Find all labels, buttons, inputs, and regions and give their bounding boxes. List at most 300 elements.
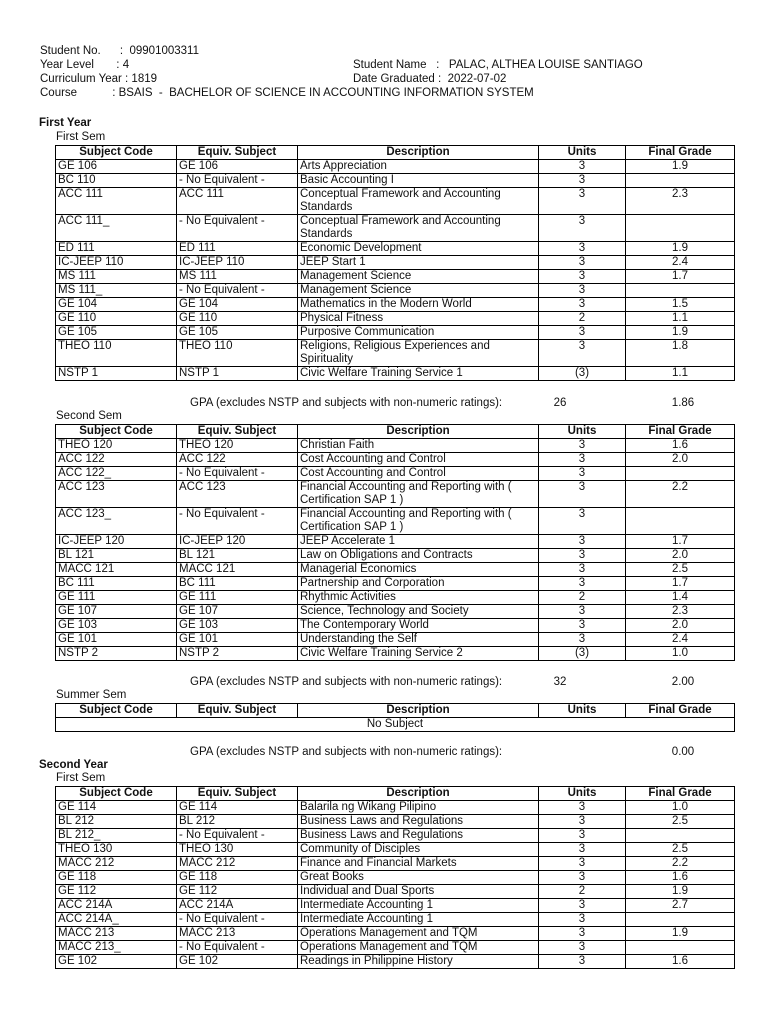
final-grade-cell: 2.5 (626, 563, 735, 577)
final-grade-cell: 2.7 (626, 899, 735, 913)
final-grade-cell: 2.0 (626, 619, 735, 633)
final-grade-cell: 1.1 (626, 367, 735, 381)
equiv-subject-cell: GE 106 (177, 160, 298, 174)
table-row (56, 549, 735, 563)
subject-code-cell: GE 114 (56, 801, 177, 815)
table-row (56, 367, 735, 381)
table-row (56, 633, 735, 647)
final-grade-cell (626, 174, 735, 188)
description-cell: Civic Welfare Training Service 1 (298, 367, 539, 381)
final-grade-cell: 1.8 (626, 340, 735, 367)
table-header-row (56, 146, 735, 160)
date-graduated-label: Date Graduated (353, 73, 435, 85)
description-cell: Management Science (298, 284, 539, 298)
equiv-subject-cell: GE 102 (177, 955, 298, 969)
table-header-row (56, 704, 735, 718)
description-cell: Science, Technology and Society (298, 605, 539, 619)
description-cell: Business Laws and Regulations (298, 815, 539, 829)
gpa-line-y1-s2 (190, 676, 730, 690)
table-row (56, 326, 735, 340)
description-cell: Cost Accounting and Control (298, 467, 539, 481)
units-cell: 2 (539, 885, 626, 899)
units-cell: 3 (539, 270, 626, 284)
units-cell: 3 (539, 439, 626, 453)
subject-code-cell: MACC 121 (56, 563, 177, 577)
subject-code-cell: BL 212_ (56, 829, 177, 843)
units-cell: 3 (539, 801, 626, 815)
units-cell: 3 (539, 174, 626, 188)
grades-table-y1-s2 (55, 424, 735, 661)
description-cell: Arts Appreciation (298, 160, 539, 174)
table-row (56, 927, 735, 941)
units-cell: 3 (539, 467, 626, 481)
equiv-subject-cell: - No Equivalent - (177, 829, 298, 843)
grades-table-y1-s1 (55, 145, 735, 381)
subject-code-cell: ACC 111_ (56, 215, 177, 242)
equiv-subject-cell: GE 103 (177, 619, 298, 633)
subject-code-cell: ACC 214A_ (56, 913, 177, 927)
equiv-subject-cell: GE 118 (177, 871, 298, 885)
description-cell: Civic Welfare Training Service 2 (298, 647, 539, 661)
table-row (56, 941, 735, 955)
equiv-subject-cell: MACC 121 (177, 563, 298, 577)
col-equiv-subject: Equiv. Subject (177, 146, 298, 160)
table-row (56, 577, 735, 591)
subject-code-cell: BL 121 (56, 549, 177, 563)
units-cell: 3 (539, 508, 626, 535)
final-grade-cell (626, 508, 735, 535)
units-cell: (3) (539, 367, 626, 381)
equiv-subject-cell: THEO 120 (177, 439, 298, 453)
sem-title-y1-s1: First Sem (56, 131, 106, 143)
description-cell: Law on Obligations and Contracts (298, 549, 539, 563)
curriculum-value: 1819 (131, 73, 158, 85)
description-cell: Operations Management and TQM (298, 927, 539, 941)
col-description: Description (298, 425, 539, 439)
gpa-label: GPA (excludes NSTP and subjects with non-numeric ratings): (190, 746, 503, 758)
subject-code-cell: IC-JEEP 120 (56, 535, 177, 549)
units-cell: (3) (539, 647, 626, 661)
table-row (56, 298, 735, 312)
col-units: Units (539, 425, 626, 439)
col-final-grade: Final Grade (626, 146, 735, 160)
course-value: BSAIS - BACHELOR OF SCIENCE IN ACCOUNTING INFORMATION SYSTEM (118, 87, 534, 99)
student-no-value: 09901003311 (129, 45, 199, 57)
date-graduated-value: 2022-07-02 (447, 73, 507, 85)
description-cell: Christian Faith (298, 439, 539, 453)
final-grade-cell: 1.7 (626, 535, 735, 549)
subject-code-cell: GE 110 (56, 312, 177, 326)
curriculum-label: Curriculum Year (40, 73, 122, 85)
subject-code-cell: GE 102 (56, 955, 177, 969)
gpa-grade: 0.00 (671, 746, 695, 758)
col-subject-code: Subject Code (56, 704, 177, 718)
col-final-grade: Final Grade (626, 704, 735, 718)
subject-code-cell: ACC 122_ (56, 467, 177, 481)
final-grade-cell (626, 941, 735, 955)
description-cell: Readings in Philippine History (298, 955, 539, 969)
table-row (56, 215, 735, 242)
subject-code-cell: BL 212 (56, 815, 177, 829)
equiv-subject-cell: ACC 123 (177, 481, 298, 508)
table-row (56, 535, 735, 549)
units-cell: 3 (539, 955, 626, 969)
subject-code-cell: MACC 212 (56, 857, 177, 871)
equiv-subject-cell: NSTP 2 (177, 647, 298, 661)
equiv-subject-cell: ACC 214A (177, 899, 298, 913)
table-row (56, 508, 735, 535)
equiv-subject-cell: THEO 130 (177, 843, 298, 857)
equiv-subject-cell: GE 107 (177, 605, 298, 619)
units-cell: 3 (539, 326, 626, 340)
units-cell: 3 (539, 535, 626, 549)
subject-code-cell: ACC 214A (56, 899, 177, 913)
table-row (56, 481, 735, 508)
units-cell: 2 (539, 312, 626, 326)
subject-code-cell: GE 112 (56, 885, 177, 899)
subject-code-cell: BC 111 (56, 577, 177, 591)
description-cell: Conceptual Framework and Accounting Standards (298, 215, 539, 242)
gpa-grade: 2.00 (671, 676, 695, 688)
final-grade-cell: 1.6 (626, 955, 735, 969)
units-cell: 3 (539, 843, 626, 857)
final-grade-cell: 1.4 (626, 591, 735, 605)
final-grade-cell: 2.3 (626, 605, 735, 619)
gpa-units: 26 (553, 397, 567, 409)
final-grade-cell: 1.9 (626, 160, 735, 174)
student-header (40, 30, 740, 99)
subject-code-cell: GE 103 (56, 619, 177, 633)
equiv-subject-cell: GE 104 (177, 298, 298, 312)
description-cell: Purposive Communication (298, 326, 539, 340)
subject-code-cell: THEO 130 (56, 843, 177, 857)
final-grade-cell (626, 829, 735, 843)
final-grade-cell: 2.5 (626, 843, 735, 857)
gpa-label: GPA (excludes NSTP and subjects with non-numeric ratings): (190, 676, 503, 688)
student-no-label: Student No. (40, 45, 101, 57)
description-cell: Intermediate Accounting 1 (298, 899, 539, 913)
description-cell: Partnership and Corporation (298, 577, 539, 591)
table-row (56, 284, 735, 298)
col-subject-code: Subject Code (56, 787, 177, 801)
equiv-subject-cell: - No Equivalent - (177, 215, 298, 242)
description-cell: Basic Accounting I (298, 174, 539, 188)
col-final-grade: Final Grade (626, 787, 735, 801)
table-row (56, 857, 735, 871)
subject-code-cell: GE 118 (56, 871, 177, 885)
table-row (56, 563, 735, 577)
grades-table-y2-s1 (55, 786, 735, 969)
final-grade-cell: 1.9 (626, 885, 735, 899)
final-grade-cell: 2.2 (626, 857, 735, 871)
sem-title-y1-s2: Second Sem (56, 410, 122, 422)
table-header-row (56, 787, 735, 801)
units-cell: 3 (539, 284, 626, 298)
year-level: Year Level : 4 (40, 59, 130, 71)
units-cell: 3 (539, 577, 626, 591)
subject-code-cell: MS 111 (56, 270, 177, 284)
description-cell: Finance and Financial Markets (298, 857, 539, 871)
final-grade-cell: 2.4 (626, 256, 735, 270)
description-cell: Financial Accounting and Reporting with ( Certification SAP 1 ) (298, 481, 539, 508)
equiv-subject-cell: ED 111 (177, 242, 298, 256)
col-units: Units (539, 146, 626, 160)
subject-code-cell: GE 104 (56, 298, 177, 312)
units-cell: 3 (539, 453, 626, 467)
subject-code-cell: NSTP 1 (56, 367, 177, 381)
description-cell: Mathematics in the Modern World (298, 298, 539, 312)
equiv-subject-cell: - No Equivalent - (177, 508, 298, 535)
subject-code-cell: GE 101 (56, 633, 177, 647)
equiv-subject-cell: MACC 212 (177, 857, 298, 871)
table-row (56, 913, 735, 927)
subject-code-cell: MACC 213 (56, 927, 177, 941)
equiv-subject-cell: GE 111 (177, 591, 298, 605)
sem-title-y2-s1: First Sem (56, 772, 106, 784)
equiv-subject-cell: BL 212 (177, 815, 298, 829)
table-row (56, 801, 735, 815)
subject-code-cell: NSTP 2 (56, 647, 177, 661)
final-grade-cell: 2.3 (626, 188, 735, 215)
gpa-line-y1-summer (190, 746, 730, 760)
final-grade-cell: 1.0 (626, 647, 735, 661)
col-description: Description (298, 146, 539, 160)
units-cell: 3 (539, 913, 626, 927)
col-description: Description (298, 704, 539, 718)
col-description: Description (298, 787, 539, 801)
course: Course : BSAIS - BACHELOR OF SCIENCE IN ACCOUNTING INFORMATION SYSTEM (40, 87, 534, 99)
description-cell: Financial Accounting and Reporting with ( Certification SAP 1 ) (298, 508, 539, 535)
subject-code-cell: ACC 123 (56, 481, 177, 508)
final-grade-cell: 2.0 (626, 453, 735, 467)
final-grade-cell: 1.5 (626, 298, 735, 312)
equiv-subject-cell: BC 111 (177, 577, 298, 591)
curriculum-year: Curriculum Year : 1819 (40, 73, 158, 85)
table-row (56, 899, 735, 913)
equiv-subject-cell: NSTP 1 (177, 367, 298, 381)
table-row (56, 955, 735, 969)
year-level-value: 4 (122, 59, 130, 71)
description-cell: Rhythmic Activities (298, 591, 539, 605)
subject-code-cell: MACC 213_ (56, 941, 177, 955)
final-grade-cell (626, 467, 735, 481)
description-cell: Balarila ng Wikang Pilipino (298, 801, 539, 815)
equiv-subject-cell: - No Equivalent - (177, 174, 298, 188)
equiv-subject-cell: - No Equivalent - (177, 941, 298, 955)
no-subject-cell: No Subject (56, 718, 735, 732)
units-cell: 3 (539, 340, 626, 367)
subject-code-cell: ACC 123_ (56, 508, 177, 535)
table-row (56, 188, 735, 215)
student-no: Student No. : 09901003311 (40, 45, 199, 57)
final-grade-cell (626, 215, 735, 242)
description-cell: Community of Disciples (298, 843, 539, 857)
table-row (56, 439, 735, 453)
description-cell: Cost Accounting and Control (298, 453, 539, 467)
year-level-label: Year Level (40, 59, 94, 71)
units-cell: 3 (539, 481, 626, 508)
header-row-4 (40, 72, 740, 99)
table-row (56, 885, 735, 899)
description-cell: JEEP Accelerate 1 (298, 535, 539, 549)
col-units: Units (539, 787, 626, 801)
date-graduated: Date Graduated : 2022-07-02 (353, 73, 507, 85)
grades-table-y1-summer (55, 703, 735, 732)
final-grade-cell: 1.9 (626, 927, 735, 941)
table-row (56, 312, 735, 326)
student-name-label: Student Name (353, 59, 427, 71)
col-units: Units (539, 704, 626, 718)
units-cell: 3 (539, 927, 626, 941)
subject-code-cell: GE 111 (56, 591, 177, 605)
units-cell: 3 (539, 815, 626, 829)
equiv-subject-cell: ACC 122 (177, 453, 298, 467)
subject-code-cell: MS 111_ (56, 284, 177, 298)
final-grade-cell: 2.2 (626, 481, 735, 508)
final-grade-cell: 2.0 (626, 549, 735, 563)
table-row (56, 647, 735, 661)
col-subject-code: Subject Code (56, 146, 177, 160)
year-title-first: First Year (39, 117, 92, 129)
table-row (56, 242, 735, 256)
equiv-subject-cell: GE 114 (177, 801, 298, 815)
units-cell: 3 (539, 941, 626, 955)
table-row (56, 270, 735, 284)
student-name: Student Name : PALAC, ALTHEA LOUISE SANTIAGO (353, 59, 643, 71)
units-cell: 3 (539, 871, 626, 885)
subject-code-cell: GE 105 (56, 326, 177, 340)
equiv-subject-cell: IC-JEEP 110 (177, 256, 298, 270)
table-row (56, 467, 735, 481)
table-row (56, 815, 735, 829)
year-title-second: Second Year (39, 759, 108, 771)
description-cell: Management Science (298, 270, 539, 284)
equiv-subject-cell: GE 110 (177, 312, 298, 326)
col-equiv-subject: Equiv. Subject (177, 787, 298, 801)
units-cell: 3 (539, 188, 626, 215)
description-cell: Managerial Economics (298, 563, 539, 577)
table-row (56, 591, 735, 605)
description-cell: Religions, Religious Experiences and Spirituality (298, 340, 539, 367)
description-cell: Conceptual Framework and Accounting Standards (298, 188, 539, 215)
table-row (56, 619, 735, 633)
equiv-subject-cell: MACC 213 (177, 927, 298, 941)
col-equiv-subject: Equiv. Subject (177, 704, 298, 718)
table-row (56, 174, 735, 188)
units-cell: 3 (539, 857, 626, 871)
final-grade-cell (626, 913, 735, 927)
description-cell: The Contemporary World (298, 619, 539, 633)
subject-code-cell: ACC 122 (56, 453, 177, 467)
final-grade-cell: 1.7 (626, 577, 735, 591)
subject-code-cell: THEO 120 (56, 439, 177, 453)
table-row (56, 605, 735, 619)
final-grade-cell: 1.0 (626, 801, 735, 815)
final-grade-cell: 2.4 (626, 633, 735, 647)
final-grade-cell: 1.9 (626, 326, 735, 340)
gpa-label: GPA (excludes NSTP and subjects with non-numeric ratings): (190, 397, 503, 409)
equiv-subject-cell: GE 105 (177, 326, 298, 340)
description-cell: Understanding the Self (298, 633, 539, 647)
table-row (56, 340, 735, 367)
table-row (56, 453, 735, 467)
units-cell: 3 (539, 899, 626, 913)
col-final-grade: Final Grade (626, 425, 735, 439)
subject-code-cell: BC 110 (56, 174, 177, 188)
units-cell: 3 (539, 605, 626, 619)
equiv-subject-cell: BL 121 (177, 549, 298, 563)
description-cell: Physical Fitness (298, 312, 539, 326)
description-cell: Individual and Dual Sports (298, 885, 539, 899)
units-cell: 2 (539, 591, 626, 605)
units-cell: 3 (539, 160, 626, 174)
description-cell: Operations Management and TQM (298, 941, 539, 955)
description-cell: Great Books (298, 871, 539, 885)
units-cell: 3 (539, 619, 626, 633)
equiv-subject-cell: GE 101 (177, 633, 298, 647)
student-name-value: PALAC, ALTHEA LOUISE SANTIAGO (448, 59, 643, 71)
table-row (56, 160, 735, 174)
equiv-subject-cell: - No Equivalent - (177, 467, 298, 481)
description-cell: Business Laws and Regulations (298, 829, 539, 843)
units-cell: 3 (539, 563, 626, 577)
units-cell: 3 (539, 298, 626, 312)
table-row (56, 256, 735, 270)
equiv-subject-cell: GE 112 (177, 885, 298, 899)
table-row (56, 829, 735, 843)
equiv-subject-cell: IC-JEEP 120 (177, 535, 298, 549)
units-cell: 3 (539, 215, 626, 242)
equiv-subject-cell: - No Equivalent - (177, 284, 298, 298)
final-grade-cell: 2.5 (626, 815, 735, 829)
equiv-subject-cell: MS 111 (177, 270, 298, 284)
equiv-subject-cell: THEO 110 (177, 340, 298, 367)
final-grade-cell: 1.1 (626, 312, 735, 326)
units-cell: 3 (539, 242, 626, 256)
final-grade-cell: 1.6 (626, 871, 735, 885)
table-row (56, 718, 735, 732)
description-cell: Intermediate Accounting 1 (298, 913, 539, 927)
table-row (56, 871, 735, 885)
subject-code-cell: GE 106 (56, 160, 177, 174)
subject-code-cell: ACC 111 (56, 188, 177, 215)
col-subject-code: Subject Code (56, 425, 177, 439)
final-grade-cell: 1.7 (626, 270, 735, 284)
equiv-subject-cell: ACC 111 (177, 188, 298, 215)
description-cell: JEEP Start 1 (298, 256, 539, 270)
table-row (56, 843, 735, 857)
equiv-subject-cell: - No Equivalent - (177, 913, 298, 927)
col-equiv-subject: Equiv. Subject (177, 425, 298, 439)
subject-code-cell: GE 107 (56, 605, 177, 619)
subject-code-cell: THEO 110 (56, 340, 177, 367)
gpa-units: 32 (553, 676, 567, 688)
final-grade-cell (626, 284, 735, 298)
units-cell: 3 (539, 633, 626, 647)
subject-code-cell: ED 111 (56, 242, 177, 256)
units-cell: 3 (539, 549, 626, 563)
subject-code-cell: IC-JEEP 110 (56, 256, 177, 270)
description-cell: Economic Development (298, 242, 539, 256)
table-header-row (56, 425, 735, 439)
course-label: Course (40, 87, 78, 99)
final-grade-cell: 1.9 (626, 242, 735, 256)
gpa-grade: 1.86 (671, 397, 695, 409)
units-cell: 3 (539, 829, 626, 843)
gpa-line-y1-s1 (190, 397, 730, 411)
units-cell: 3 (539, 256, 626, 270)
final-grade-cell: 1.6 (626, 439, 735, 453)
